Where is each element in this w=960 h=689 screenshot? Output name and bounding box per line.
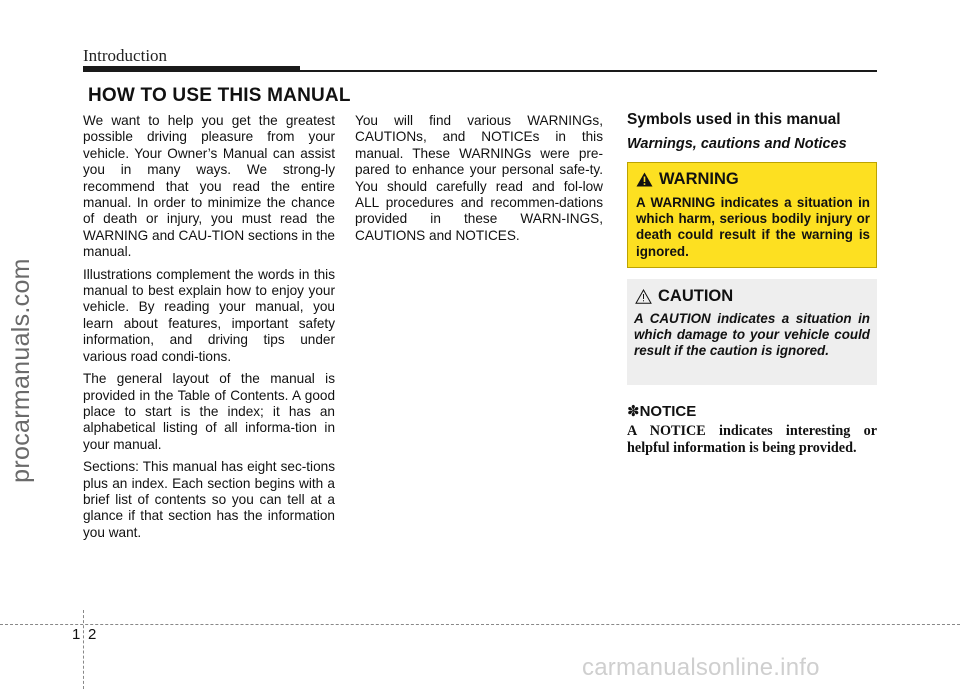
footer-line <box>0 624 960 625</box>
caution-header <box>635 287 733 306</box>
notice-star-icon: ✽ <box>627 403 640 420</box>
paragraph: Sections: This manual has eight sec-tions plus an index. Each section begins with a brief list of contents so you can tell at a glance if that section has the information you want. <box>83 459 335 540</box>
header-rule-thin <box>300 70 877 72</box>
notice-header <box>627 402 696 420</box>
bottom-watermark: carmanualsonline.info <box>582 654 820 681</box>
side-watermark-text: procarmanuals.com <box>6 257 35 483</box>
header-title: Introduction <box>83 46 168 65</box>
notice-label: NOTICE <box>639 402 697 420</box>
warning-header <box>636 170 739 189</box>
page-number: 2 <box>88 626 97 643</box>
paragraph: You will find various WARNINGs, CAUTIONs, and NOTICEs in this manual. These WARNINGs were pre-pared to enhance your personal safe-ty. You should carefully read and fol-low ALL procedures and recommen-dations provided in these WARN-INGS, CAUTIONS and NOTICES. <box>355 113 603 243</box>
caution-text: A CAUTION indicates a situation in which damage to your vehicle could result if the caution is ignored. <box>634 311 870 359</box>
notice-text: A NOTICE indicates interesting or helpful information is being provided. <box>627 423 877 456</box>
warning-label: WARNING <box>659 170 739 188</box>
caution-label: CAUTION <box>658 287 734 305</box>
paragraph: The general layout of the manual is provided in the Table of Contents. A good place to start is the index; it has an alphabetical listing of all informa-tion in your manual. <box>83 371 335 452</box>
column-left <box>83 113 335 547</box>
symbols-title: Symbols used in this manual <box>627 111 841 128</box>
warning-text: A WARNING indicates a situation in which harm, serious bodily injury or death could result if the warning is ignored. <box>636 195 870 259</box>
symbols-subtitle: Warnings, cautions and Notices <box>627 136 847 152</box>
footer-vertical-line <box>83 610 84 689</box>
caution-box <box>627 279 877 385</box>
chapter-number: 1 <box>72 626 81 643</box>
warning-triangle-icon <box>636 172 653 187</box>
column-middle <box>355 113 603 250</box>
caution-triangle-icon <box>635 289 652 304</box>
warning-box <box>627 162 877 268</box>
paragraph: Illustrations complement the words in this manual to best explain how to enjoy your vehicle. By reading your manual, you learn about features, important safety information, and driving tips under various road condi-tions. <box>83 266 335 364</box>
section-title: HOW TO USE THIS MANUAL <box>88 85 351 106</box>
paragraph: We want to help you get the greatest possible driving pleasure from your vehicle. Your Owner’s Manual can assist you in many ways. We strong-ly recommend that you read the entire manual. In order to minimize the chance of death or injury, you must read the WARNING and CAU-TION sections in the manual. <box>83 113 335 260</box>
header-rule-thick <box>83 66 300 72</box>
side-watermark <box>4 230 38 510</box>
